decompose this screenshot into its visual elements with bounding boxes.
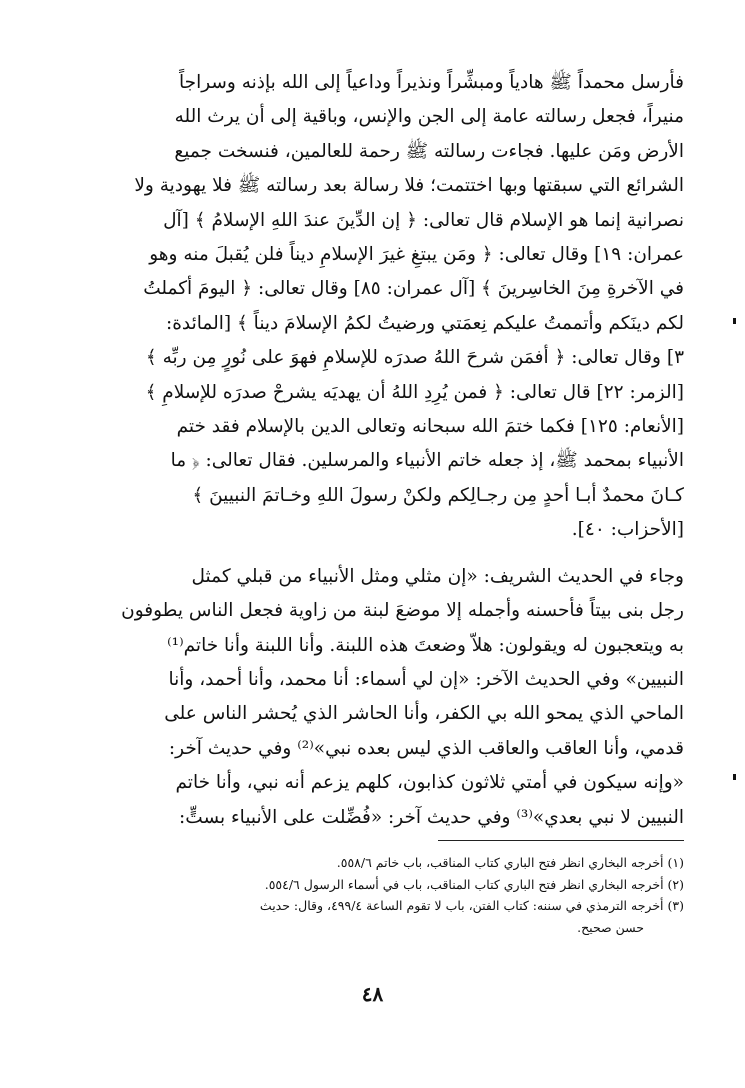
text-line: فأرسل محمداً ﷺ هادياً ومبشِّراً ونذيراً وداعياً إلى الله بإذنه وسراجاً [179, 72, 684, 93]
footnotes [78, 852, 684, 938]
text-line: عمران: ١٩] وقال تعالى: ﴿ ومَن يبتغِ غيرَ الإسلامِ ديناً فلن يُقبلَ منه وهو [149, 244, 684, 266]
text-line: به ويتعجبون له ويقولون: هلاّ وضعتَ هذه اللبنة. وأنا اللبنة وأنا خاتم⁽¹⁾ [167, 634, 684, 656]
body-text [78, 66, 684, 835]
footnote-continuation: حسن صحيح. [577, 919, 644, 935]
text-line: قدمي، وأنا العاقب والعاقب الذي ليس بعده نبي»⁽²⁾ وفي حديث آخر: [168, 737, 684, 759]
text-line: النبيين» وفي الحديث الآخر: «إن لي أسماء: أنا محمد، وأنا أحمد، وأنا [168, 668, 684, 690]
footnote-separator [438, 840, 684, 841]
text-line: «وإنه سيكون في أمتي ثلاثون كذابون، كلهم يزعم أنه نبي، وأنا خاتم [175, 772, 684, 794]
text-line: وجاء في الحديث الشريف: «إن مثلي ومثل الأنبياء من قبلي كمثل [191, 565, 684, 587]
text-line: [الأحزاب: ٤٠]. [571, 519, 684, 541]
page-number: ٤٨ [361, 982, 384, 1006]
paragraph-1 [78, 66, 684, 548]
text-line: في الآخرةِ مِنَ الخاسِرينَ ﴾ [آل عمران: ٨٥] وقال تعالى: ﴿ اليومَ أكملتُ [143, 278, 684, 300]
footnote: (٢) أخرجه البخاري انظر فتح الباري كتاب المناقب، باب في أسماء الرسول ٥٥٤/٦. [264, 876, 684, 892]
text-line: رجل بنى بيتاً فأحسنه وأجمله إلا موضعَ لبنة من زاوية فجعل الناس يطوفون [121, 600, 684, 622]
text-line: الأنبياء بمحمد ﷺ، إذ جعله خاتم الأنبياء والمرسلين. فقال تعالى: ﴿ ما [170, 450, 684, 472]
margin-mark [733, 774, 736, 780]
paragraph-2 [78, 560, 684, 835]
footnote: (٣) أخرجه الترمذي في سننه: كتاب الفتن، باب لا تقوم الساعة ٤٩٩/٤، وقال: حديث [259, 898, 684, 913]
footnote: (١) أخرجه البخاري انظر فتح الباري كتاب المناقب، باب خاتم ٥٥٨/٦. [336, 855, 684, 870]
margin-mark [733, 318, 736, 324]
text-line: لكم دينَكم وأتممتُ عليكم نِعمَتي ورضيتُ لكمُ الإسلامَ ديناً ﴾ [المائدة: [165, 312, 684, 334]
text-line: كـانَ محمدٌ أبـا أحدٍ مِن رجـالِكم ولكنْ رسولَ اللهِ وخـاتمَ النبيينَ ﴾ [192, 484, 684, 506]
text-line: الأرض ومَن عليها. فجاءت رسالته ﷺ رحمة للعالمين، فنسخت جميع [174, 140, 684, 162]
text-line: [الزمر: ٢٢] قال تعالى: ﴿ فمن يُرِدِ اللهُ أن يهديَه يشرحْ صدرَه للإسلامِ ﴾ [145, 381, 684, 403]
text-line: النبيين لا نبي بعدي»⁽³⁾ وفي حديث آخر: «فُضِّلت على الأنبياء بستٍّ: [179, 806, 684, 828]
text-line: ٣] وقال تعالى: ﴿ أفمَن شرحَ اللهُ صدرَه للإسلامِ فهوَ على نُورٍ مِن ربِّه ﴾ [145, 347, 684, 369]
text-line: الماحي الذي يمحو الله بي الكفر، وأنا الحاشر الذي يُحشر الناس على [164, 703, 684, 725]
text-line: نصرانية إنما هو الإسلام قال تعالى: ﴿ إن الدِّينَ عندَ اللهِ الإسلامُ ﴾ [آل [163, 209, 684, 231]
text-line: الشرائع التي سبقتها وبها اختتمت؛ فلا رسالة بعد رسالته ﷺ فلا يهودية ولا [134, 175, 684, 197]
text-line: [الأنعام: ١٢٥] فكما ختمَ الله سبحانه وتعالى الدين بالإسلام فقد ختم [176, 416, 684, 438]
text-line: منيراً، فجعل رسالته عامة إلى الجن والإنس، وباقية إلى أن يرث الله [174, 106, 684, 128]
